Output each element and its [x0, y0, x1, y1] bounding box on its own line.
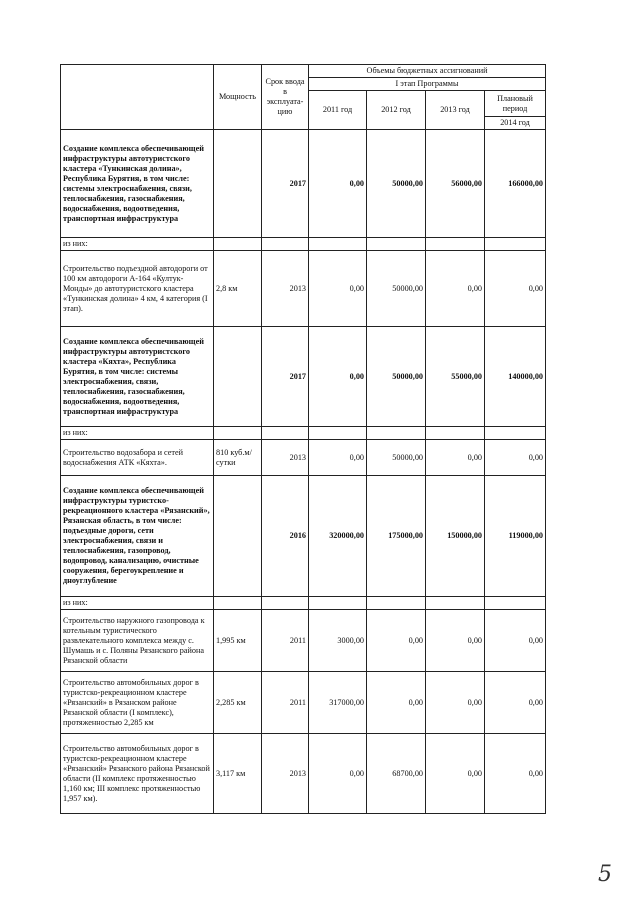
commission-year-cell: 2016: [262, 476, 309, 597]
subheading-label: из них:: [61, 597, 214, 610]
value-2012-cell: 68700,00: [367, 734, 426, 814]
empty-cell: [426, 238, 485, 251]
value-2011-cell: 317000,00: [309, 672, 367, 734]
value-2014-cell: 0,00: [485, 610, 546, 672]
empty-cell: [214, 238, 262, 251]
capacity-cell: [214, 327, 262, 427]
value-2012-cell: 50000,00: [367, 251, 426, 327]
header-name-cell: [61, 65, 214, 130]
item-name: Строительство водозабора и сетей водоснабжения АТК «Кяхта».: [61, 440, 214, 476]
empty-cell: [367, 238, 426, 251]
empty-cell: [214, 427, 262, 440]
empty-cell: [262, 238, 309, 251]
value-2012-cell: 50000,00: [367, 440, 426, 476]
subheading-row: [61, 427, 546, 440]
empty-cell: [309, 597, 367, 610]
table-row: [61, 327, 546, 427]
value-2014-cell: 0,00: [485, 440, 546, 476]
table-row: [61, 251, 546, 327]
empty-cell: [367, 597, 426, 610]
value-2013-cell: 55000,00: [426, 327, 485, 427]
table-row: [61, 672, 546, 734]
commission-year-cell: 2011: [262, 610, 309, 672]
subheading-row: [61, 238, 546, 251]
capacity-cell: 3,117 км: [214, 734, 262, 814]
header-year-2013: 2013 год: [426, 91, 485, 130]
commission-year-cell: 2011: [262, 672, 309, 734]
value-2011-cell: 0,00: [309, 130, 367, 238]
value-2013-cell: 150000,00: [426, 476, 485, 597]
table-row: [61, 610, 546, 672]
value-2012-cell: 0,00: [367, 672, 426, 734]
value-2013-cell: 0,00: [426, 734, 485, 814]
subheading-label: из них:: [61, 427, 214, 440]
value-2012-cell: 50000,00: [367, 130, 426, 238]
item-name: Строительство наружного газопровода к котельным туристического развлекательного комплекса между с. Шумашь и с. Поляны Рязанского района Рязанской области: [61, 610, 214, 672]
capacity-cell: 2,285 км: [214, 672, 262, 734]
commission-year-cell: 2013: [262, 440, 309, 476]
value-2014-cell: 140000,00: [485, 327, 546, 427]
value-2012-cell: 50000,00: [367, 327, 426, 427]
value-2011-cell: 0,00: [309, 327, 367, 427]
empty-cell: [262, 427, 309, 440]
table-row: [61, 130, 546, 238]
commission-year-cell: 2013: [262, 734, 309, 814]
table-row: [61, 734, 546, 814]
item-name: Строительство автомобильных дорог в туристско-рекреационном кластере «Рязанский» в Рязанском районе Рязанской области (I комплекс), протяженностью 2,285 км: [61, 672, 214, 734]
empty-cell: [262, 597, 309, 610]
header-stage: I этап Программы: [309, 78, 546, 91]
value-2014-cell: 166000,00: [485, 130, 546, 238]
value-2014-cell: 0,00: [485, 251, 546, 327]
commission-year-cell: 2017: [262, 327, 309, 427]
value-2011-cell: 0,00: [309, 734, 367, 814]
empty-cell: [309, 238, 367, 251]
value-2013-cell: 0,00: [426, 610, 485, 672]
value-2013-cell: 0,00: [426, 440, 485, 476]
subheading-row: [61, 597, 546, 610]
value-2014-cell: 0,00: [485, 734, 546, 814]
header-capacity: Мощность: [214, 65, 262, 130]
empty-cell: [485, 427, 546, 440]
header-planned-period: Плановый период: [485, 91, 546, 117]
project-name: Создание комплекса обеспечивающей инфраструктуры автотуристского кластера «Кяхта», Республика Бурятия, в том числе: системы электроснабжения, связи, теплоснабжения, газоснабжения, водоснабжения, водоотведения, транспортная инфраструктура: [61, 327, 214, 427]
capacity-cell: [214, 130, 262, 238]
capacity-cell: 2,8 км: [214, 251, 262, 327]
value-2012-cell: 0,00: [367, 610, 426, 672]
header-year-2012: 2012 год: [367, 91, 426, 130]
capacity-cell: 1,995 км: [214, 610, 262, 672]
empty-cell: [426, 597, 485, 610]
value-2011-cell: 320000,00: [309, 476, 367, 597]
header-budget-volume: Объемы бюджетных ассигнований: [309, 65, 546, 78]
empty-cell: [426, 427, 485, 440]
empty-cell: [485, 238, 546, 251]
commission-year-cell: 2013: [262, 251, 309, 327]
value-2014-cell: 0,00: [485, 672, 546, 734]
value-2014-cell: 119000,00: [485, 476, 546, 597]
capacity-cell: 810 куб.м/сутки: [214, 440, 262, 476]
budget-table: [60, 64, 546, 814]
empty-cell: [309, 427, 367, 440]
header-year-2014: 2014 год: [485, 117, 546, 130]
table-row: [61, 476, 546, 597]
empty-cell: [214, 597, 262, 610]
item-name: Строительство автомобильных дорог в туристско-рекреационном кластере «Рязанский» Рязанского района Рязанской области (II комплекс протяженностью 1,160 км; III комплекс протяженностью 1,957 км).: [61, 734, 214, 814]
table-row: [61, 440, 546, 476]
empty-cell: [367, 427, 426, 440]
header-year-2011: 2011 год: [309, 91, 367, 130]
commission-year-cell: 2017: [262, 130, 309, 238]
value-2011-cell: 3000,00: [309, 610, 367, 672]
value-2012-cell: 175000,00: [367, 476, 426, 597]
value-2013-cell: 0,00: [426, 672, 485, 734]
capacity-cell: [214, 476, 262, 597]
header-commission-term: Срок ввода в эксплуата-цию: [262, 65, 309, 130]
empty-cell: [485, 597, 546, 610]
page-number-mark: 5: [598, 862, 612, 887]
value-2011-cell: 0,00: [309, 440, 367, 476]
subheading-label: из них:: [61, 238, 214, 251]
value-2013-cell: 56000,00: [426, 130, 485, 238]
item-name: Строительство подъездной автодороги от 100 км автодороги А-164 «Култук-Монды» до автотуристского кластера «Тункинская долина» 4 км, 4 категория (I этап).: [61, 251, 214, 327]
value-2011-cell: 0,00: [309, 251, 367, 327]
project-name: Создание комплекса обеспечивающей инфраструктуры автотуристского кластера «Тункинская долина», Республика Бурятия, в том числе: системы электроснабжения, связи, теплоснабжения, газоснабжения, водоснабжения, водоотведения, транспортная инфраструктура: [61, 130, 214, 238]
project-name: Создание комплекса обеспечивающей инфраструктуры туристско-рекреационного кластера «Рязанский», Рязанская область, в том числе: подъездные дороги, сети электроснабжения, связи и теплоснабжения, газопровод, водопровод, канализацию, очистные сооружения, берегоукрепление и дноуглубление: [61, 476, 214, 597]
value-2013-cell: 0,00: [426, 251, 485, 327]
